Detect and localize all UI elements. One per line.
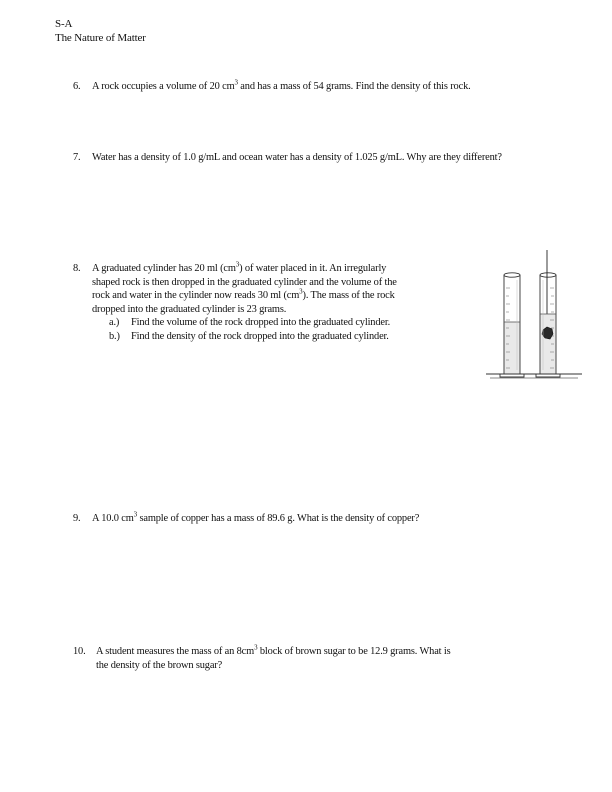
question-number: 6. <box>73 81 81 92</box>
question-number: 7. <box>73 152 81 163</box>
worksheet-title: The Nature of Matter <box>55 32 146 44</box>
question-text: A graduated cylinder has 20 ml $(cm^3)$ of water placed in it. An irregularly shaped rock is then dropped in the graduated cylinder and the volume of the rock and water in the cylinder now reads 30 ml $(cm^3)$. The mass of the rock dropped into the graduated cylinder is 23 grams. a.) Find the volume of the rock dropped into the graduated cylinder. b.) Find the density of the rock dropped into the graduated cylinder. <box>92 260 397 342</box>
page-header <box>55 17 146 45</box>
question-text: A rock occupies a volume of 20 $cm^3$ and has a mass of 54 grams. Find the density of this rock. <box>92 78 471 92</box>
sub-question-a: a.) Find the volume of the rock dropped into the graduated cylinder. <box>109 317 391 329</box>
worksheet-code: S-A <box>55 18 73 30</box>
question-text: Water has a density of 1.0 g/mL and ocean water has a density of 1.025 g/mL. Why are they different? <box>92 152 502 163</box>
graduated-cylinders-icon <box>484 248 584 386</box>
question-number: 10. <box>73 646 86 657</box>
question-number: 8. <box>73 263 81 274</box>
question-number: 9. <box>73 513 81 524</box>
graduated-cylinders-illustration <box>484 248 584 386</box>
question-text: A 10.0 $cm^3$ sample of copper has a mass of 89.6 g. What is the density of copper? <box>92 510 420 524</box>
sub-question-b: b.) Find the density of the rock dropped into the graduated cylinder. <box>109 330 389 342</box>
question-text: A student measures the mass of an $8cm^3$ block of brown sugar to be 12.9 grams. What is the density of the brown sugar? <box>96 643 451 671</box>
